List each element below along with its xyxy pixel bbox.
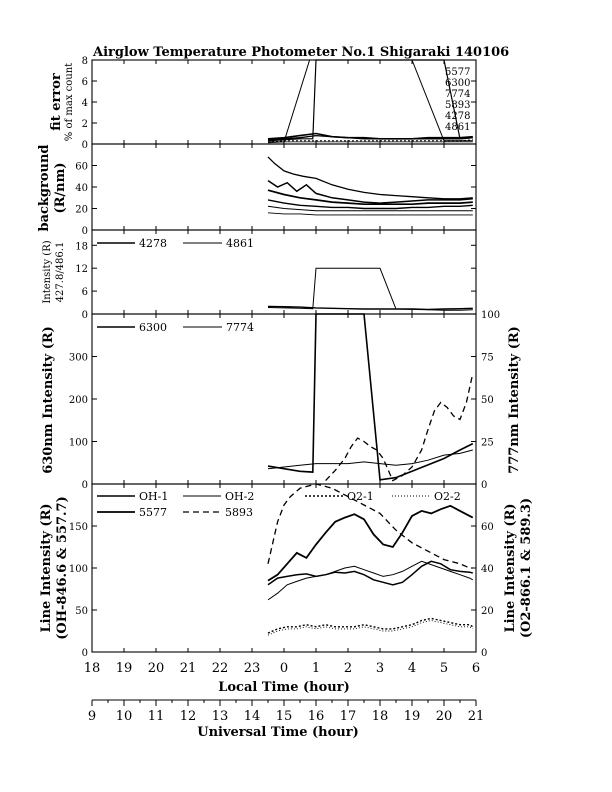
- ytick-label: 6: [81, 287, 88, 299]
- local-tick-label: 6: [471, 661, 481, 676]
- local-tick-label: 23: [243, 661, 261, 676]
- local-tick-label: 18: [83, 661, 101, 676]
- ytick-label: 12: [75, 264, 88, 276]
- ytick-right-label: 75: [481, 352, 494, 364]
- ut-tick-label: 18: [371, 709, 389, 724]
- ut-tick-label: 19: [403, 709, 421, 724]
- background-ylabel: background: [37, 144, 52, 232]
- ytick-label: 50: [75, 606, 88, 617]
- ytick-right-label: 100: [481, 310, 501, 321]
- ytick-right-label: 20: [481, 606, 494, 617]
- legend-4278: 4278: [139, 237, 167, 250]
- legend-o2-1: O2-1: [347, 490, 374, 503]
- universal-time-label: Universal Time (hour): [197, 725, 359, 740]
- ytick-label: 60: [75, 161, 88, 173]
- fit-error-plot: [82, 56, 476, 151]
- ut-tick-label: 16: [307, 709, 325, 724]
- local-tick-label: 2: [343, 661, 353, 676]
- background-frame: [92, 144, 476, 230]
- fit-error-legend-6300: 6300: [445, 78, 471, 89]
- legend-oh-2: OH-2: [225, 490, 255, 503]
- ytick-label: 2: [81, 119, 88, 130]
- series-5577: [268, 506, 473, 581]
- background-panel: [37, 144, 476, 237]
- ytick-label: 200: [68, 395, 88, 406]
- ytick-label: 100: [68, 437, 88, 449]
- local-tick-label: 0: [279, 661, 289, 676]
- ytick-label: 0: [81, 480, 88, 491]
- fit-error-legend-4861: 4861: [445, 122, 471, 133]
- universal-time-axis: [88, 700, 484, 724]
- series-oh-2: [268, 561, 473, 600]
- background-ylabel2: (R/nm): [53, 162, 68, 214]
- legend-4861: 4861: [226, 237, 254, 250]
- ytick-label: 8: [81, 56, 88, 67]
- series-oh-1: [268, 561, 473, 585]
- legend-7774: 7774: [226, 321, 254, 334]
- fit-error-legend-5893: 5893: [445, 100, 471, 111]
- fit-error-panel: [49, 56, 476, 151]
- line-intensity-ylabel: Line Intensity (R): [39, 503, 54, 633]
- fit-error-legend-5577: 5577: [445, 67, 471, 78]
- line-intensity-ylabel2: (OH-846.6 & 557.7): [55, 496, 70, 640]
- local-tick-label: 4: [407, 661, 417, 676]
- blue-intensity-ylabel: Intensity (R): [42, 240, 53, 304]
- fit-error-ylabel2: % of max count: [64, 62, 75, 142]
- fit-error-frame: [92, 60, 476, 144]
- series-o2-1: [268, 618, 473, 633]
- ytick-label: 300: [68, 352, 88, 364]
- series-4278: [268, 60, 473, 142]
- local-tick-label: 20: [147, 661, 165, 676]
- legend-o2-2: O2-2: [434, 490, 461, 503]
- series-b: [268, 181, 473, 204]
- series-4861: [268, 142, 473, 143]
- blue-intensity-ylabel2: 427.8/486.1: [55, 241, 66, 303]
- ut-tick-label: 21: [467, 709, 485, 724]
- blue-intensity-panel: [42, 230, 476, 321]
- ytick-label: 6: [81, 77, 88, 88]
- ytick-right-label: 40: [481, 564, 494, 575]
- blue-intensity-plot: [75, 230, 476, 321]
- ytick-right-label: 60: [481, 522, 494, 533]
- background-plot: [75, 144, 476, 237]
- figure-title: Airglow Temperature Photometer No.1 Shigaraki 140106: [93, 45, 510, 60]
- local-time-axis: [84, 661, 480, 676]
- ytick-right-label: 25: [481, 437, 494, 449]
- ytick-label: 20: [75, 204, 88, 216]
- series-7774: [268, 60, 473, 141]
- line-intensity-ylabel-right2: (O2-866.1 & 589.3): [519, 497, 534, 639]
- ytick-label: 100: [68, 564, 88, 575]
- local-tick-label: 3: [375, 661, 385, 676]
- legend-5577: 5577: [139, 506, 167, 519]
- series-6300: [268, 314, 473, 480]
- ytick-label: 0: [81, 226, 88, 237]
- ytick-right-label: 0: [481, 648, 488, 659]
- local-tick-label: 21: [179, 661, 197, 676]
- fit-error-ylabel: fit error: [49, 73, 64, 131]
- red-intensity-panel: [41, 310, 522, 491]
- series-4861: [268, 268, 473, 310]
- ut-tick-label: 20: [435, 709, 453, 724]
- series-a: [268, 157, 473, 199]
- ytick-label: 40: [75, 183, 88, 194]
- ytick-label: 0: [81, 140, 88, 151]
- local-tick-label: 1: [311, 661, 321, 676]
- local-tick-label: 22: [211, 661, 229, 676]
- local-tick-label: 19: [115, 661, 133, 676]
- ytick-label: 150: [68, 522, 88, 533]
- fit-error-legend-4278: 4278: [445, 111, 471, 122]
- legend-5893: 5893: [225, 506, 253, 519]
- local-tick-label: 5: [439, 661, 449, 676]
- legend-6300: 6300: [139, 321, 167, 334]
- line-intensity-ylabel-right: Line Intensity (R): [503, 503, 518, 633]
- ut-tick-label: 11: [147, 709, 165, 724]
- line-intensity-plot: [69, 484, 494, 659]
- ytick-right-label: 50: [481, 395, 494, 406]
- ut-tick-label: 10: [115, 709, 133, 724]
- red-intensity-ylabel: 630nm Intensity (R): [41, 326, 56, 474]
- local-time-label: Local Time (hour): [218, 680, 350, 695]
- ut-tick-label: 14: [243, 709, 261, 724]
- series-f: [268, 213, 473, 215]
- ytick-label: 18: [75, 241, 88, 253]
- ut-tick-label: 13: [211, 709, 229, 724]
- ytick-label: 0: [81, 648, 88, 659]
- fit-error-legend-7774: 7774: [445, 89, 471, 100]
- line-intensity-panel: [39, 484, 534, 659]
- ytick-right-label: 0: [481, 480, 488, 491]
- ut-tick-label: 9: [87, 709, 97, 724]
- red-intensity-ylabel-right: 777nm Intensity (R): [507, 326, 522, 474]
- red-intensity-frame: [92, 314, 476, 484]
- series-o2-2: [268, 621, 473, 636]
- ut-tick-label: 15: [275, 709, 293, 724]
- legend-oh-1: OH-1: [139, 490, 169, 503]
- ytick-label: 4: [81, 98, 88, 109]
- ytick-label: 0: [81, 310, 88, 321]
- red-intensity-plot: [69, 310, 500, 491]
- ut-tick-label: 12: [179, 709, 197, 724]
- ut-tick-label: 17: [339, 709, 357, 724]
